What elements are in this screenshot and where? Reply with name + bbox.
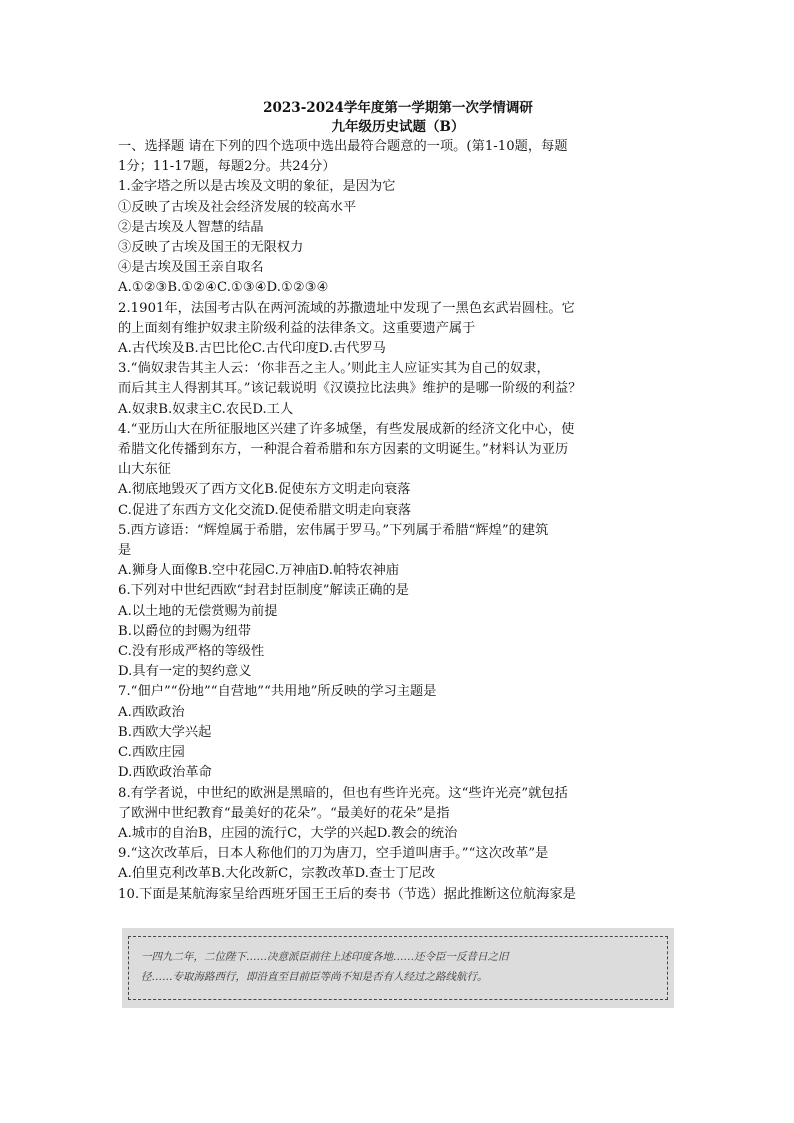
question-2-stem: 的上面刻有维护奴隶主阶级利益的法律条文。这重要遗产属于 [118, 320, 476, 336]
question-4-choices: A.彻底地毁灭了西方文化B.促使东方文明走向衰落 [118, 482, 411, 498]
question-3-stem: 而后其主人得割其耳。”该记载说明《汉谟拉比法典》维护的是哪一阶级的利益？ [118, 381, 582, 397]
question-7-option-d: D.西欧政治革命 [118, 765, 212, 781]
question-4-stem: 山大东征 [118, 462, 171, 478]
question-7-option-a: A.西欧政治 [118, 704, 185, 720]
question-6-option-b: B.以爵位的封赐为纽带 [118, 623, 252, 639]
exam-subtitle: 九年级历史试题（B） [331, 119, 465, 135]
question-8-choices: A.城市的自治B，庄园的流行C，大学的兴起D.教会的统治 [118, 825, 458, 841]
question-1-item: ②是古埃及人智慧的结晶 [118, 219, 264, 235]
question-9-choices: A.伯里克利改革B.大化改新C，宗教改革D.查士丁尼改 [118, 866, 436, 882]
question-8-stem: 了欧洲中世纪教育“最美好的花朵”。“最美好的花朵”是指 [118, 805, 450, 821]
question-7-stem: 7.“佃户”“份地”“自营地”“共用地”所反映的学习主题是 [118, 684, 437, 700]
instructions-line: 1分；11-17题，每题2分。共24分） [118, 159, 336, 175]
question-4-stem: 4.“亚历山大在所征服地区兴建了许多城堡，有些发展成新的经济文化中心，使 [118, 421, 575, 437]
exam-page [118, 99, 678, 905]
question-3-stem: 3.“倘奴隶告其主人云：‘你非吾之主人。’则此主人应证实其为自己的奴隶， [118, 361, 550, 377]
question-6-stem: 6.下列对中世纪西欧“封君封臣制度”解读正确的是 [118, 583, 410, 599]
question-1-item: ①反映了古埃及社会经济发展的较高水平 [118, 199, 357, 215]
question-9-stem: 9.“这次改革后，日本人称他们的刀为唐刀，空手道叫唐手。”“这次改革”是 [118, 846, 549, 862]
question-1-stem: 1.金字塔之所以是古埃及文明的象征，是因为它 [118, 179, 396, 195]
question-5-stem: 5.西方谚语：“辉煌属于希腊，宏伟属于罗马。”下列属于希腊“辉煌”的建筑 [118, 522, 549, 538]
question-6-option-a: A.以土地的无偿赏赐为前提 [118, 603, 278, 619]
question-5-choices: A.狮身人面像B.空中花园C.万神庙D.帕特农神庙 [118, 563, 400, 579]
excerpt-dashed-box [128, 936, 668, 1000]
question-4-stem: 希腊文化传播到东方，一种混合着希腊和东方因素的文明诞生。”材料认为亚历 [118, 442, 569, 458]
question-7-option-b: B.西欧大学兴起 [118, 724, 212, 740]
exam-title: 2023-2024学年度第一学期第一次学情调研 [263, 100, 533, 116]
question-2-stem: 2.1901年，法国考古队在两河流域的苏撒遗址中发现了一黑色玄武岩圆柱。它 [118, 300, 575, 316]
question-4-choices: C.促进了东西方文化交流D.促使希腊文明走向衰落 [118, 502, 412, 518]
question-6-option-c: C.没有形成严格的等级性 [118, 644, 265, 660]
question-10-stem: 10.下面是某航海家呈给西班牙国王王后的奏书（节选）据此推断这位航海家是 [118, 886, 576, 902]
question-6-option-d: D.具有一定的契约意义 [118, 664, 252, 680]
question-8-stem: 8.有学者说，中世纪的欧洲是黑暗的，但也有些许光亮。这“些许光亮”就包括 [118, 785, 568, 801]
question-5-stem: 是 [118, 543, 132, 559]
excerpt-line: 一四九二年，二位陛下……决意派臣前往上述印度各地……还令臣一反昔日之旧 [141, 951, 509, 963]
question-1-choices: A.①②③B.①②④C.①③④D.①②③④ [118, 280, 329, 296]
question-1-item: ③反映了古埃及国王的无限权力 [118, 240, 304, 256]
historical-excerpt-image [122, 928, 674, 1008]
instructions-line: 一、选择题 请在下列的四个选项中选出最符合题意的一项。(第1-10题，每题 [118, 139, 568, 154]
question-3-choices: A.奴隶B.奴隶主C.农民D.工人 [118, 401, 294, 417]
question-2-choices: A.古代埃及B.古巴比伦C.古代印度D.古代罗马 [118, 341, 386, 357]
question-1-item: ④是古埃及国王亲自取名 [118, 260, 264, 276]
excerpt-line: 径……专取海路西行，即沿直至目前臣等尚不知是否有人经过之路线航行。 [141, 971, 488, 983]
question-7-option-c: C.西欧庄园 [118, 745, 185, 761]
